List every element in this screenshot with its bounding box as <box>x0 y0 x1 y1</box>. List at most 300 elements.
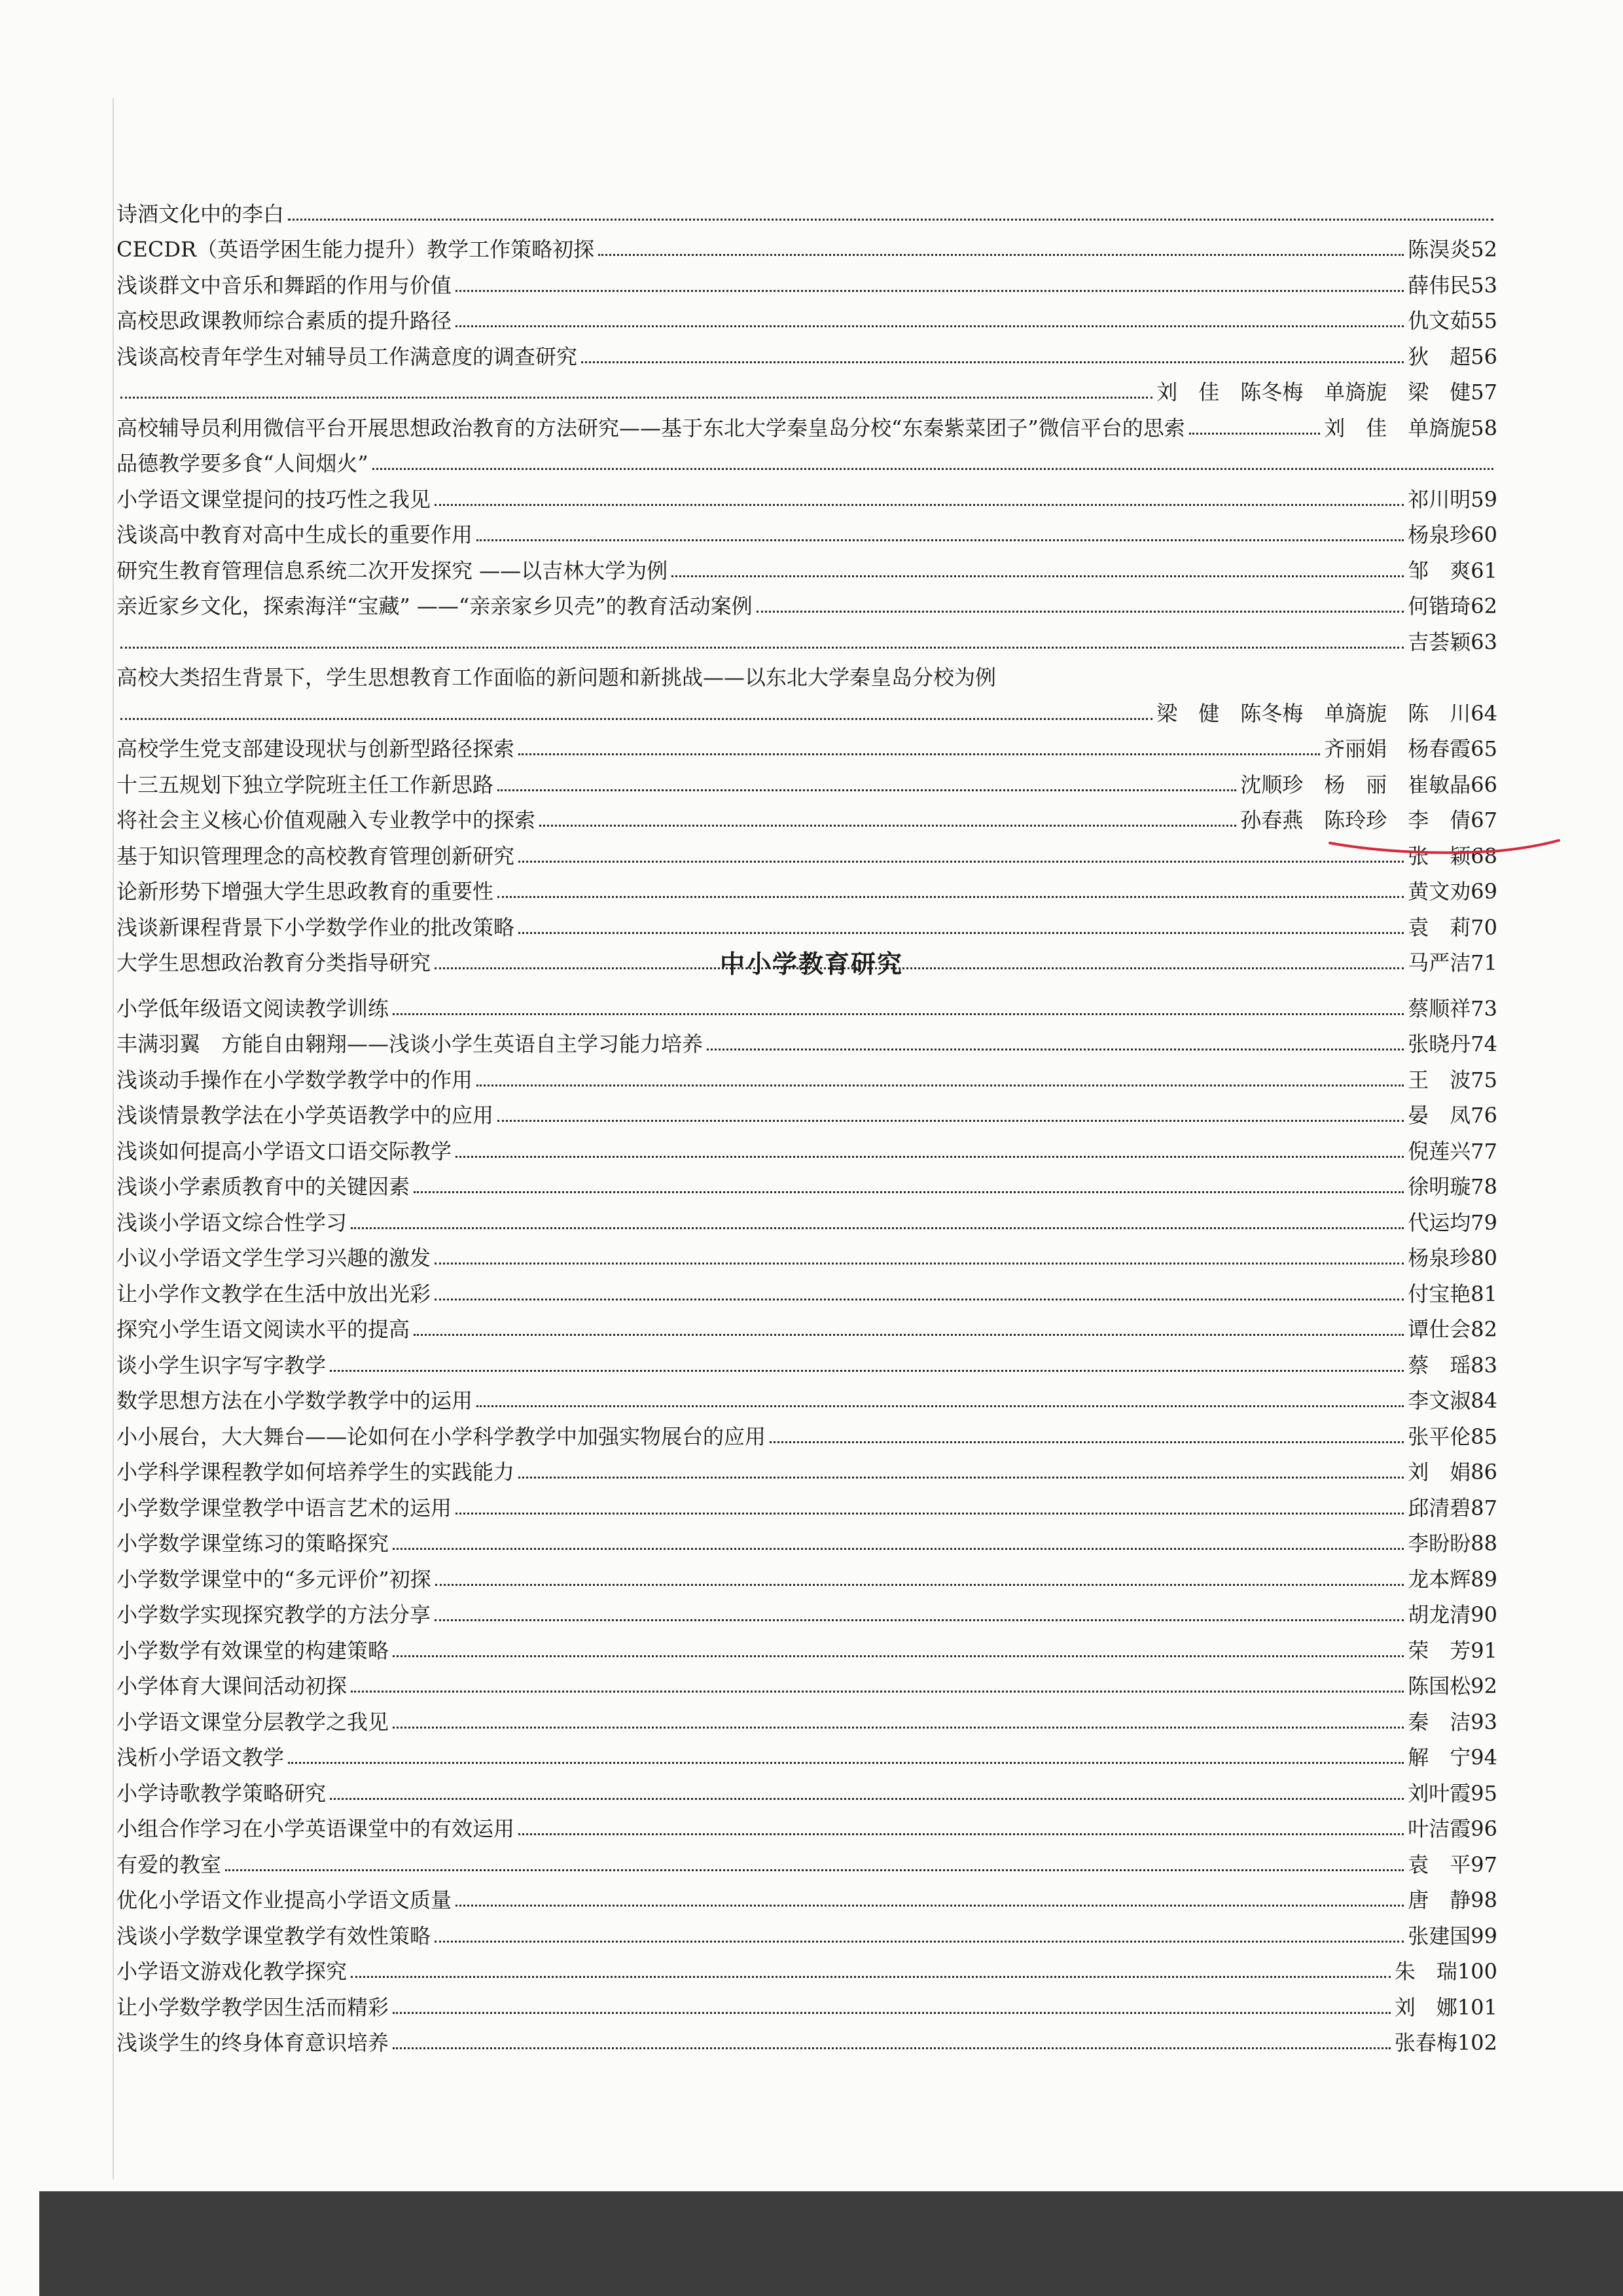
dot-leader <box>455 290 1404 292</box>
entry-title: 小学科学课程教学如何培养学生的实践能力 <box>116 1460 515 1484</box>
entry-page-number: 102 <box>1457 2030 1497 2055</box>
entry-authors: 张建国 <box>1408 1923 1471 1948</box>
entry-title: 让小学作文教学在生活中放出光彩 <box>116 1281 431 1306</box>
toc-entry[interactable] <box>116 298 1497 334</box>
entry-title: 浅谈动手操作在小学数学教学中的作用 <box>116 1067 473 1092</box>
dot-leader <box>351 1227 1404 1229</box>
dot-leader <box>598 254 1404 256</box>
entry-page-number: 89 <box>1471 1566 1497 1592</box>
dot-leader <box>351 1976 1391 1978</box>
entry-author-page <box>1408 1102 1497 1128</box>
dot-leader <box>671 575 1404 577</box>
dot-leader <box>414 1191 1404 1193</box>
toc-entry[interactable] <box>116 548 1497 584</box>
entry-title: 亲近家乡文化，探索海洋“宝藏” ——“亲亲家乡贝壳”的教育活动案例 <box>116 594 753 619</box>
toc-entry[interactable] <box>116 1485 1497 1521</box>
entry-page-number: 59 <box>1471 486 1497 512</box>
toc-entry[interactable] <box>116 1628 1497 1664</box>
entry-authors: 龙本辉 <box>1408 1566 1471 1592</box>
entry-title: CECDR（英语学困生能力提升）教学工作策略初探 <box>116 237 595 262</box>
entry-page-number: 63 <box>1471 629 1497 655</box>
entry-page-number: 73 <box>1471 996 1497 1021</box>
entry-page-number: 78 <box>1471 1174 1497 1199</box>
toc-entry[interactable] <box>116 1022 1497 1058</box>
entry-authors: 陈国松 <box>1408 1674 1471 1698</box>
entry-title: 小学数学课堂练习的策略探究 <box>116 1531 389 1556</box>
dot-leader <box>770 1441 1404 1443</box>
dot-leader <box>455 1513 1404 1515</box>
toc-entry[interactable] <box>116 1450 1497 1486</box>
entry-title: 基于知识管理理念的高校教育管理创新研究 <box>116 843 515 869</box>
toc-entry[interactable] <box>116 1664 1497 1700</box>
toc-entry[interactable] <box>116 726 1497 762</box>
entry-author-page <box>1408 593 1497 619</box>
entry-title: 高校大类招生背景下，学生思想教育工作面临的新问题和新挑战——以东北大学秦皇岛分校为例 <box>116 665 997 690</box>
toc-entry[interactable] <box>116 1307 1497 1343</box>
toc-entry[interactable] <box>116 1200 1497 1236</box>
toc-entry[interactable] <box>116 1057 1497 1093</box>
dot-leader <box>435 1941 1404 1943</box>
toc-entry[interactable] <box>116 655 1497 691</box>
toc-entry[interactable] <box>116 1913 1497 1949</box>
dot-leader <box>330 1798 1404 1800</box>
entry-page-number: 82 <box>1471 1317 1497 1342</box>
dot-leader <box>393 1727 1404 1729</box>
toc-entry[interactable] <box>116 1164 1497 1200</box>
entry-page-number: 88 <box>1471 1531 1497 1556</box>
entry-author-page <box>1408 1424 1497 1450</box>
entry-authors: 解 宁 <box>1408 1745 1471 1770</box>
entry-page-number: 77 <box>1471 1138 1497 1164</box>
entry-author-page <box>1408 1923 1497 1949</box>
entry-page-number: 90 <box>1471 1602 1497 1627</box>
entry-authors: 蔡顺祥 <box>1408 996 1471 1021</box>
entry-authors: 刘 娟 <box>1408 1460 1471 1484</box>
dot-leader <box>518 1477 1404 1479</box>
entry-author-page <box>1408 522 1497 548</box>
entry-page-number: 58 <box>1471 415 1497 440</box>
dot-leader <box>435 1584 1404 1586</box>
entry-authors: 薛伟民 <box>1408 272 1471 298</box>
dot-leader <box>497 1120 1404 1122</box>
entry-authors: 李文淑 <box>1408 1388 1471 1413</box>
entry-author-page <box>1408 1316 1497 1342</box>
dot-leader <box>393 1548 1404 1550</box>
entry-title: 小学数学课堂教学中语言艺术的运用 <box>116 1495 452 1520</box>
entry-title: 浅谈小学素质教育中的关键因素 <box>116 1174 410 1199</box>
entry-author-page <box>1408 1709 1497 1735</box>
toc-entry[interactable] <box>116 1378 1497 1414</box>
dot-leader <box>120 397 1152 399</box>
entry-title: 小学语文课堂提问的技巧性之我见 <box>116 486 431 512</box>
toc-entry[interactable] <box>116 227 1497 263</box>
dot-leader <box>393 1013 1404 1015</box>
entry-title: 丰满羽翼 方能自由翱翔——浅谈小学生英语自主学习能力培养 <box>116 1031 704 1056</box>
toc-entry[interactable] <box>116 869 1497 905</box>
entry-author-page <box>1408 1673 1497 1699</box>
dot-leader <box>518 1833 1404 1835</box>
entry-page-number: 95 <box>1471 1780 1497 1806</box>
dot-leader <box>707 1049 1404 1050</box>
entry-page-number: 66 <box>1471 772 1497 797</box>
toc-entry[interactable] <box>116 691 1497 726</box>
toc-entry[interactable] <box>116 833 1497 869</box>
entry-author-page <box>1408 1174 1497 1200</box>
entry-title: 品德教学要多食“人间烟火” <box>116 451 368 476</box>
toc-entry[interactable] <box>116 1236 1497 1272</box>
entry-title: 论新形势下增强大学生思政教育的重要性 <box>116 879 494 904</box>
entry-author-page <box>1408 1638 1497 1664</box>
entry-authors: 张 颖 <box>1408 843 1471 869</box>
entry-authors: 沈顺珍 杨 丽 崔敏晶 <box>1240 772 1471 797</box>
entry-title: 浅谈如何提高小学语文口语交际教学 <box>116 1138 452 1164</box>
entry-author-page <box>1408 1816 1497 1842</box>
entry-title: 高校学生党支部建设现状与创新型路径探索 <box>116 736 515 761</box>
toc-entry[interactable] <box>116 762 1497 798</box>
entry-author-page <box>1408 1067 1497 1093</box>
entry-authors: 代运均 <box>1408 1210 1471 1235</box>
toc-entry[interactable] <box>116 512 1497 548</box>
entry-author-page <box>1408 878 1497 905</box>
toc-entry[interactable] <box>116 2020 1497 2056</box>
entry-authors: 王 波 <box>1408 1067 1471 1092</box>
toc-entry[interactable] <box>116 1949 1497 1985</box>
entry-authors: 叶洁霞 <box>1408 1816 1471 1841</box>
entry-page-number: 101 <box>1457 1994 1497 2020</box>
dot-leader <box>518 753 1320 755</box>
entry-page-number: 79 <box>1471 1210 1497 1235</box>
entry-author-page <box>1408 1245 1497 1271</box>
dot-leader <box>288 219 1493 221</box>
entry-author-page <box>1324 736 1497 762</box>
entry-page-number: 76 <box>1471 1103 1497 1128</box>
entry-page-number: 61 <box>1471 558 1497 583</box>
red-pen-underline <box>1329 831 1564 870</box>
dot-leader <box>435 1263 1404 1265</box>
entry-author-page <box>1408 1602 1497 1628</box>
entry-author-page <box>1408 1281 1497 1307</box>
entry-author-page <box>1408 1388 1497 1414</box>
entry-page-number: 74 <box>1471 1031 1497 1056</box>
dot-leader <box>539 825 1236 827</box>
entry-author-page <box>1408 308 1497 334</box>
entry-title: 浅析小学语文教学 <box>116 1745 285 1770</box>
entry-authors: 狄 超 <box>1408 344 1471 369</box>
entry-authors: 唐 静 <box>1408 1888 1471 1912</box>
toc-entry[interactable] <box>116 584 1497 620</box>
toc-entry[interactable] <box>116 476 1497 512</box>
dot-leader <box>455 1905 1404 1907</box>
entry-page-number: 99 <box>1471 1923 1497 1948</box>
entry-title: 高校辅导员利用微信平台开展思想政治教育的方法研究——基于东北大学秦皇岛分校“东秦紫菜团子”微信平台的思索 <box>116 415 1185 440</box>
dot-leader <box>518 932 1404 934</box>
entry-page-number: 70 <box>1471 914 1497 940</box>
toc-entry[interactable] <box>116 1271 1497 1307</box>
entry-authors: 齐丽娟 杨春霞 <box>1324 736 1471 761</box>
entry-page-number: 93 <box>1471 1709 1497 1734</box>
toc-section-1 <box>116 191 1497 976</box>
entry-author-page <box>1240 807 1497 833</box>
entry-title: 小学语文课堂分层教学之我见 <box>116 1709 389 1734</box>
entry-author-page <box>1395 1994 1497 2020</box>
dot-leader <box>393 1655 1404 1657</box>
entry-authors: 谭仕会 <box>1408 1317 1471 1342</box>
entry-authors: 张晓丹 <box>1408 1031 1471 1056</box>
entry-title: 浅谈新课程背景下小学数学作业的批改策略 <box>116 914 515 940</box>
dot-leader <box>393 2012 1391 2014</box>
entry-author-page <box>1408 1530 1497 1556</box>
entry-page-number: 81 <box>1471 1281 1497 1306</box>
entry-author-page <box>1408 914 1497 941</box>
entry-title: 小学语文游戏化教学探究 <box>116 1959 348 1984</box>
entry-page-number: 69 <box>1471 879 1497 904</box>
entry-authors: 荣 芳 <box>1408 1638 1471 1663</box>
entry-title: 小学数学课堂中的“多元评价”初探 <box>116 1566 431 1592</box>
entry-page-number: 85 <box>1471 1424 1497 1449</box>
entry-authors: 梁 健 陈冬梅 单旖旎 陈 川 <box>1156 700 1471 726</box>
entry-authors: 张平伦 <box>1408 1424 1471 1449</box>
dot-leader <box>225 1869 1404 1871</box>
entry-author-page <box>1408 1459 1497 1485</box>
entry-page-number: 86 <box>1471 1460 1497 1484</box>
toc-entry[interactable] <box>116 986 1497 1022</box>
entry-author-page <box>1408 1887 1497 1913</box>
dot-leader <box>351 1691 1404 1693</box>
binding-shadow-line <box>113 98 114 2179</box>
entry-page-number: 80 <box>1471 1246 1497 1270</box>
entry-page-number: 55 <box>1471 308 1497 333</box>
entry-author-page <box>1240 772 1497 798</box>
entry-page-number: 60 <box>1471 522 1497 547</box>
section-heading: 中小学教育研究 <box>719 950 903 978</box>
entry-title: 小组合作学习在小学英语课堂中的有效运用 <box>116 1816 515 1841</box>
toc-entry[interactable] <box>116 441 1497 477</box>
toc-entry[interactable] <box>116 1984 1497 2020</box>
entry-authors: 秦 洁 <box>1408 1709 1471 1734</box>
entry-authors: 黄文劝 <box>1408 879 1471 904</box>
entry-author-page <box>1408 1138 1497 1164</box>
entry-authors: 杨泉珍 <box>1408 1246 1471 1270</box>
entry-authors: 刘 娜 <box>1394 1994 1457 2020</box>
entry-authors: 倪莲兴 <box>1408 1138 1471 1164</box>
toc-entry[interactable] <box>116 370 1497 406</box>
dot-leader <box>435 1619 1404 1621</box>
entry-authors: 朱 瑞 <box>1394 1959 1457 1984</box>
entry-title: 十三五规划下独立学院班主任工作新思路 <box>116 772 494 797</box>
entry-page-number: 96 <box>1471 1816 1497 1841</box>
entry-page-number: 94 <box>1471 1745 1497 1770</box>
entry-title: 浅谈高中教育对高中生成长的重要作用 <box>116 522 473 547</box>
entry-page-number: 71 <box>1471 950 1497 975</box>
toc-entry[interactable] <box>116 1735 1497 1771</box>
dot-leader <box>455 325 1404 327</box>
entry-page-number: 100 <box>1457 1959 1497 1984</box>
entry-page-number: 52 <box>1471 237 1497 262</box>
entry-authors: 刘 佳 陈冬梅 单旖旎 梁 健 <box>1156 380 1471 404</box>
dot-leader <box>288 1762 1404 1764</box>
entry-title: 有爱的教室 <box>116 1852 222 1877</box>
entry-title: 将社会主义核心价值观融入专业教学中的探索 <box>116 808 536 833</box>
toc-entry[interactable] <box>116 1592 1497 1628</box>
dot-leader <box>435 1299 1404 1300</box>
entry-title: 诗酒文化中的李白 <box>116 201 285 226</box>
entry-page-number: 57 <box>1471 380 1497 404</box>
entry-author-page <box>1408 1495 1497 1521</box>
toc-entry[interactable] <box>116 798 1497 834</box>
dot-leader <box>581 361 1404 363</box>
dot-leader <box>1189 433 1321 435</box>
entry-page-number: 67 <box>1471 808 1497 833</box>
toc-entry[interactable] <box>116 1699 1497 1735</box>
toc-entry[interactable] <box>116 1093 1497 1129</box>
toc-entry[interactable] <box>116 1878 1497 1914</box>
entry-authors: 祁川明 <box>1408 486 1471 512</box>
entry-author-page <box>1408 996 1497 1022</box>
entry-title: 小议小学语文学生学习兴趣的激发 <box>116 1246 431 1270</box>
entry-title: 小学诗歌教学策略研究 <box>116 1780 327 1806</box>
entry-title: 小学低年级语文阅读教学训练 <box>116 996 389 1021</box>
entry-author-page <box>1408 1744 1497 1770</box>
entry-title: 大学生思想政治教育分类指导研究 <box>116 950 431 975</box>
entry-authors: 袁 莉 <box>1408 914 1471 940</box>
entry-authors: 孙春燕 陈玲珍 李 倩 <box>1240 808 1471 833</box>
entry-authors: 袁 平 <box>1408 1852 1471 1877</box>
entry-author-page <box>1408 486 1497 512</box>
entry-page-number: 91 <box>1471 1638 1497 1663</box>
dot-leader <box>476 1085 1404 1086</box>
entry-title: 小学体育大课间活动初探 <box>116 1674 348 1698</box>
entry-authors: 刘叶霞 <box>1408 1780 1471 1806</box>
entry-page-number: 53 <box>1471 272 1497 298</box>
entry-author-page <box>1408 1352 1497 1378</box>
entry-title: 研究生教育管理信息系统二次开发探究 ——以吉林大学为例 <box>116 558 668 583</box>
entry-author-page <box>1408 558 1497 584</box>
dot-leader <box>497 789 1236 791</box>
entry-title: 浅谈情景教学法在小学英语教学中的应用 <box>116 1103 494 1128</box>
entry-authors: 吉荟颖 <box>1408 629 1471 655</box>
entry-page-number: 75 <box>1471 1067 1497 1092</box>
scanner-edge-shadow <box>39 2191 1623 2296</box>
dot-leader <box>497 896 1404 898</box>
toc-entry[interactable] <box>116 1521 1497 1557</box>
entry-page-number: 83 <box>1471 1352 1497 1378</box>
entry-page-number: 62 <box>1471 594 1497 619</box>
entry-author-page <box>1408 1210 1497 1236</box>
entry-author-page <box>1408 629 1497 655</box>
entry-author-page <box>1408 344 1497 370</box>
dot-leader <box>330 1370 1404 1372</box>
entry-page-number: 56 <box>1471 344 1497 369</box>
toc-entry[interactable] <box>116 1556 1497 1592</box>
entry-authors: 邱清碧 <box>1408 1495 1471 1520</box>
entry-page-number: 87 <box>1471 1495 1497 1520</box>
dot-leader <box>120 647 1404 649</box>
dot-leader <box>476 539 1404 541</box>
toc-entry[interactable] <box>116 1842 1497 1878</box>
entry-title: 优化小学语文作业提高小学语文质量 <box>116 1888 452 1912</box>
entry-title: 浅谈小学数学课堂教学有效性策略 <box>116 1923 431 1948</box>
entry-author-page <box>1408 1780 1497 1806</box>
dot-leader <box>757 611 1404 613</box>
entry-author-page <box>1156 379 1497 405</box>
entry-authors: 邹 爽 <box>1408 558 1471 583</box>
entry-authors: 杨泉珍 <box>1408 522 1471 547</box>
entry-page-number: 98 <box>1471 1888 1497 1912</box>
dot-leader <box>372 468 1493 470</box>
entry-author-page <box>1408 1566 1497 1592</box>
entry-page-number: 65 <box>1471 736 1497 761</box>
toc-entry[interactable] <box>116 405 1497 441</box>
toc-entry[interactable] <box>116 1414 1497 1450</box>
dot-leader <box>414 1334 1404 1336</box>
entry-page-number: 92 <box>1471 1674 1497 1698</box>
dot-leader <box>518 861 1404 863</box>
entry-title: 高校思政课教师综合素质的提升路径 <box>116 308 452 333</box>
entry-title: 浅谈群文中音乐和舞蹈的作用与价值 <box>116 272 452 298</box>
entry-page-number: 97 <box>1471 1852 1497 1877</box>
entry-page-number: 68 <box>1471 843 1497 869</box>
toc-entry[interactable] <box>116 1128 1497 1164</box>
entry-authors: 徐明璇 <box>1408 1174 1471 1199</box>
entry-author-page <box>1324 415 1497 441</box>
toc-section-2 <box>116 986 1497 2056</box>
entry-author-page <box>1408 272 1497 298</box>
toc-entry[interactable] <box>116 619 1497 655</box>
entry-authors: 胡龙清 <box>1408 1602 1471 1627</box>
entry-author-page <box>1395 2030 1497 2056</box>
entry-page-number: 84 <box>1471 1388 1497 1413</box>
entry-authors: 张春梅 <box>1394 2030 1457 2055</box>
entry-author-page <box>1408 1852 1497 1878</box>
entry-author-page <box>1408 1031 1497 1057</box>
entry-authors: 马严洁 <box>1408 950 1471 975</box>
toc-entry[interactable] <box>116 905 1497 941</box>
toc-entry[interactable] <box>116 262 1497 298</box>
entry-author-page <box>1408 236 1497 262</box>
entry-authors: 刘 佳 单旖旎 <box>1324 415 1471 440</box>
toc-entry[interactable] <box>116 1770 1497 1806</box>
toc-entry[interactable] <box>116 1342 1497 1378</box>
entry-authors: 晏 凤 <box>1408 1103 1471 1128</box>
entry-authors: 付宝艳 <box>1408 1281 1471 1306</box>
entry-page-number: 64 <box>1471 700 1497 726</box>
entry-title: 让小学数学教学因生活而精彩 <box>116 1994 389 2020</box>
entry-author-page <box>1156 700 1497 726</box>
toc-entry[interactable] <box>116 334 1497 370</box>
entry-title: 浅谈小学语文综合性学习 <box>116 1210 348 1235</box>
entry-authors: 陈淏炎 <box>1408 237 1471 262</box>
entry-authors: 李盼盼 <box>1408 1531 1471 1556</box>
dot-leader <box>476 1405 1404 1407</box>
entry-authors: 何锴琦 <box>1408 594 1471 619</box>
dot-leader <box>455 1156 1404 1158</box>
entry-authors: 蔡 瑶 <box>1408 1352 1471 1378</box>
entry-title: 探究小学生语文阅读水平的提高 <box>116 1317 410 1342</box>
dot-leader <box>120 718 1152 720</box>
entry-title: 谈小学生识字写字教学 <box>116 1352 327 1378</box>
entry-title: 小学数学实现探究教学的方法分享 <box>116 1602 431 1627</box>
dot-leader <box>435 504 1404 506</box>
dot-leader <box>393 2047 1391 2049</box>
entry-author-page <box>1395 1958 1497 1984</box>
entry-authors: 仇文茹 <box>1408 308 1471 333</box>
entry-title: 数学思想方法在小学数学教学中的运用 <box>116 1388 473 1413</box>
entry-title: 浅谈高校青年学生对辅导员工作满意度的调查研究 <box>116 344 578 369</box>
toc-entry[interactable] <box>116 1806 1497 1842</box>
entry-title: 浅谈学生的终身体育意识培养 <box>116 2030 389 2055</box>
toc-entry[interactable] <box>116 191 1497 227</box>
entry-title: 小学数学有效课堂的构建策略 <box>116 1638 389 1663</box>
